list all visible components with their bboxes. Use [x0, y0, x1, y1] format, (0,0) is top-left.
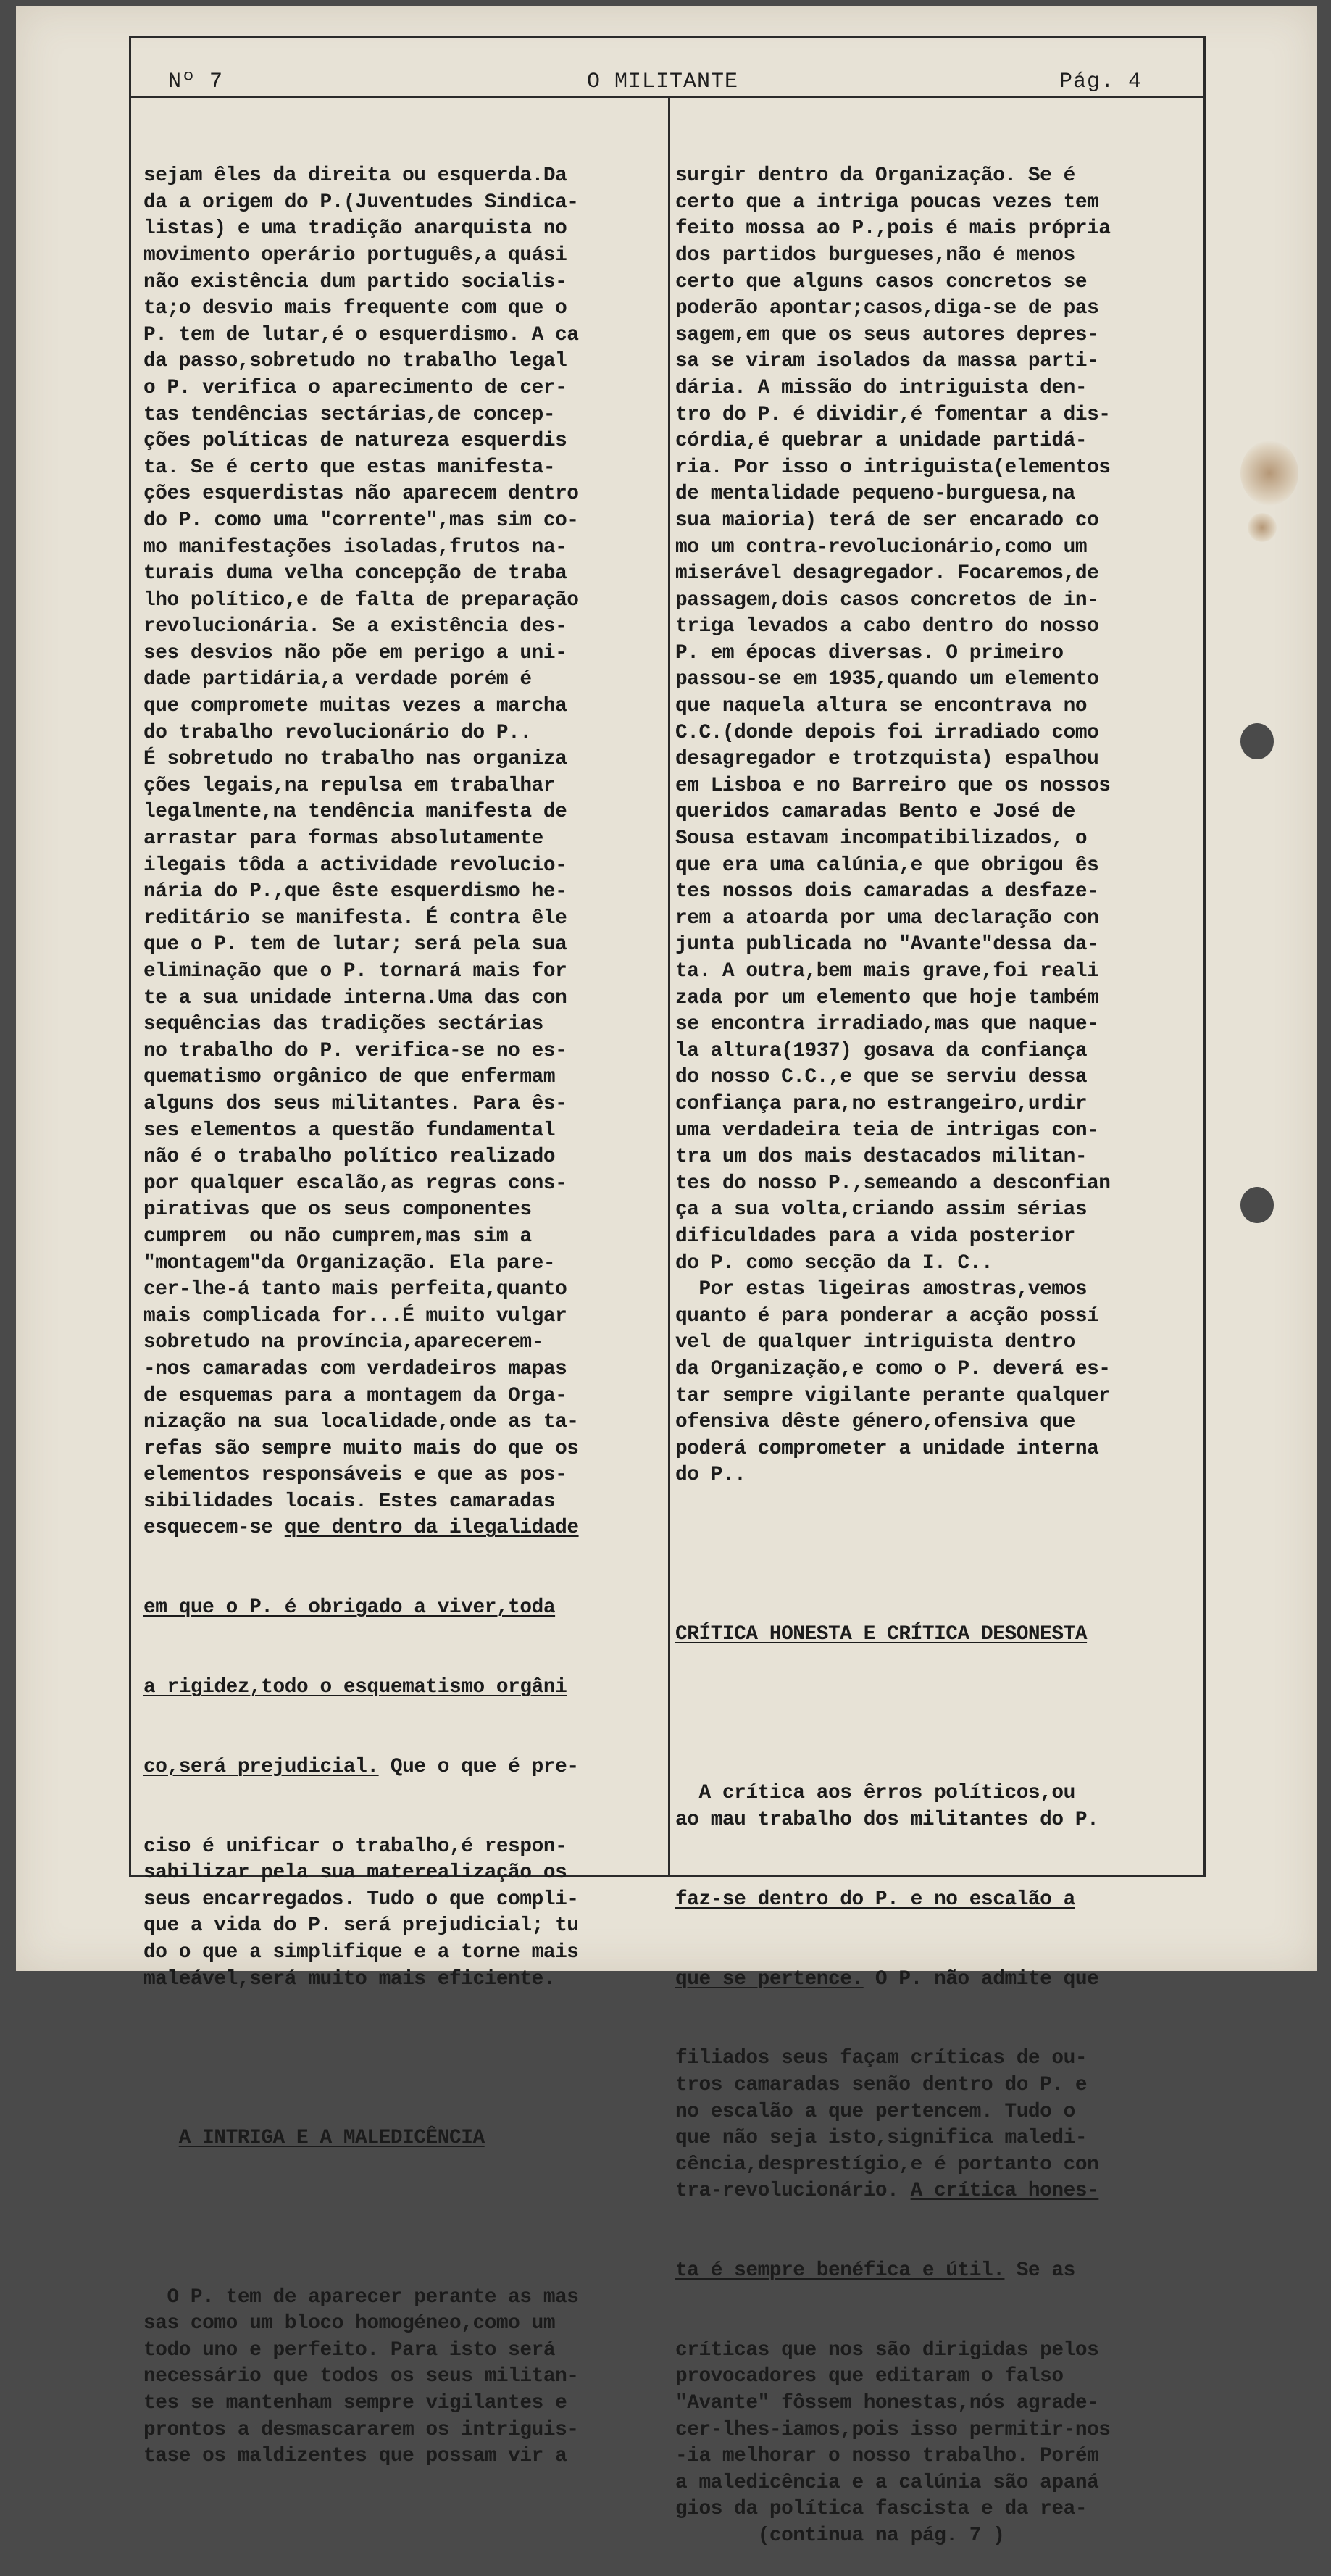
- column-divider: [668, 98, 670, 1875]
- text-line: arrastar para formas absolutamente: [143, 828, 543, 851]
- underlined-text: em que o P. é obrigado a viver,toda: [143, 1596, 556, 1620]
- text-line: sua maioria) terá de ser encarado co: [675, 509, 1099, 532]
- underlined-text: que se pertence.: [675, 1967, 864, 1991]
- text-line: [675, 2178, 1203, 2205]
- text-line: a maledicência e a calúnia são apaná: [675, 2471, 1099, 2494]
- text-line: sagem,em que os seus autores depres-: [675, 323, 1099, 346]
- text-line: córdia,é quebrar a unidade partidá-: [675, 430, 1088, 453]
- text-line: que naquela altura se encontrava no: [675, 695, 1088, 718]
- right-column-body: [675, 163, 1203, 1489]
- text-line: quematismo orgânico de que enfermam: [143, 1066, 556, 1089]
- underlined-text: a rigidez,todo o esquematismo orgâni: [143, 1676, 567, 1699]
- text-line: ilegais tôda a actividade revolucio-: [143, 854, 567, 877]
- text-line: se encontra irradiado,mas que naque-: [675, 1013, 1099, 1036]
- left-column: [143, 110, 665, 2496]
- text-line: [143, 1675, 665, 1701]
- text-fragment: O P. não admite que: [863, 1967, 1099, 1991]
- text-fragment: Que o que é pre-: [378, 1755, 579, 1778]
- text-line: alguns dos seus militantes. Para ês-: [143, 1092, 567, 1115]
- text-line: críticas que nos são dirigidas pelos: [675, 2338, 1099, 2362]
- text-line: do P..: [675, 1464, 746, 1487]
- text-line: pirativas que os seus componentes: [143, 1199, 532, 1222]
- text-line: miserável desagregador. Focaremos,de: [675, 562, 1099, 585]
- text-line: cumprem ou não cumprem,mas sim a: [143, 1225, 532, 1248]
- text-line: Por estas ligeiras amostras,vemos: [675, 1278, 1088, 1301]
- text-line: tas tendências sectárias,de concep-: [143, 403, 556, 426]
- text-line: reditário se manifesta. É contra êle: [143, 906, 567, 930]
- text-line: [143, 1515, 665, 1542]
- text-line: tase os maldizentes que possam vir a: [143, 2445, 567, 2468]
- text-line: turais duma velha concepção de traba: [143, 562, 567, 585]
- text-line: lho político,e de falta de preparação: [143, 588, 579, 612]
- text-line: feito mossa ao P.,pois é mais própria: [675, 217, 1111, 241]
- text-line: A crítica aos êrros políticos,ou: [675, 1782, 1075, 1805]
- underlined-text: co,será prejudicial.: [143, 1755, 379, 1778]
- text-line: [675, 2125, 1203, 2152]
- text-line: tra um dos mais destacados militan-: [675, 1146, 1088, 1169]
- text-line: certo que alguns casos concretos se: [675, 270, 1088, 293]
- text-line: dos partidos burgueses,não é menos: [675, 243, 1075, 267]
- text-line: dade partidária,a verdade porém é: [143, 668, 532, 691]
- text-line: surgir dentro da Organização. Se é: [675, 164, 1075, 188]
- text-line: legalmente,na tendência manifesta de: [143, 801, 567, 824]
- text-line: la altura(1937) gosava da confiança: [675, 1039, 1088, 1062]
- text-line: -ia melhorar o nosso trabalho. Porém: [675, 2445, 1099, 2468]
- section-heading-intriga: [143, 2125, 665, 2152]
- text-line: maleável,será muito mais eficiente.: [143, 1967, 556, 1991]
- text-line: cer-lhes-iamos,pois isso permitir-nos: [675, 2418, 1111, 2441]
- section-heading-critica: [675, 1622, 1203, 1648]
- text-line: rem a atoarda por uma declaração con: [675, 906, 1099, 930]
- text-line: P. em épocas diversas. O primeiro: [675, 641, 1064, 664]
- text-line: o P. verifica o aparecimento de cer-: [143, 376, 567, 399]
- stain: [1248, 513, 1277, 542]
- text-line: [143, 1754, 665, 1781]
- text-line: prontos a desmascararem os intriguis-: [143, 2418, 579, 2441]
- text-line: que compromete muitas vezes a marcha: [143, 695, 567, 718]
- text-line: por qualquer escalão,as regras cons-: [143, 1172, 567, 1195]
- text-line: cer-lhe-á tanto mais perfeita,quanto: [143, 1278, 567, 1301]
- text-line: do P. como secção da I. C..: [675, 1251, 993, 1275]
- text-line: sas como um bloco homogéneo,como um: [143, 2312, 556, 2335]
- text-line: junta publicada no "Avante"dessa da-: [675, 933, 1099, 956]
- text-line: sabilizar pela sua materealização os: [143, 1862, 567, 1885]
- text-line: desagregador e trotzquista) espalhou: [675, 748, 1099, 771]
- text-line: eliminação que o P. tornará mais for: [143, 960, 567, 983]
- issue-number: Nº 7: [168, 70, 224, 94]
- text-line: C.C.(donde depois foi irradiado como: [675, 721, 1099, 744]
- text-line: P. tem de lutar,é o esquerdismo. A ca: [143, 323, 579, 346]
- text-line: ses elementos a questão fundamental: [143, 1119, 556, 1142]
- text-line: É sobretudo no trabalho nas organiza: [143, 748, 567, 771]
- text-line: mais complicada for...É muito vulgar: [143, 1304, 567, 1327]
- text-fragment: filiados seus façam críticas de ou-: [675, 2047, 1088, 2070]
- text-line: do trabalho revolucionário do P..: [143, 721, 532, 744]
- text-line: vel de qualquer intriguista dentro: [675, 1331, 1075, 1354]
- spacer: [675, 1701, 1203, 1728]
- text-line: passou-se em 1935,quando um elemento: [675, 668, 1099, 691]
- text-line: O P. tem de aparecer perante as mas: [143, 2285, 579, 2309]
- spacer: [143, 2205, 665, 2232]
- right-column: [675, 110, 1203, 2576]
- text-line: te a sua unidade interna.Uma das con: [143, 986, 567, 1009]
- text-line: [675, 2258, 1203, 2285]
- text-line: [675, 1967, 1203, 1993]
- text-line: da a origem do P.(Juventudes Sindica-: [143, 191, 579, 214]
- text-line: elementos responsáveis e que as pos-: [143, 1464, 567, 1487]
- text-line: da Organização,e como o P. deverá es-: [675, 1357, 1111, 1380]
- text-line: tes nossos dois camaradas a desfaze-: [675, 880, 1099, 904]
- text-line: ta. A outra,bem mais grave,foi reali: [675, 960, 1099, 983]
- text-line: queridos camaradas Bento e José de: [675, 801, 1075, 824]
- text-line: dificuldades para a vida posterior: [675, 1225, 1075, 1248]
- text-line: quanto é para ponderar a acção possí: [675, 1304, 1099, 1327]
- text-line: listas) e uma tradição anarquista no: [143, 217, 567, 241]
- text-line: [675, 2099, 1203, 2126]
- text-fragment: tros camaradas senão dentro do P. e: [675, 2073, 1088, 2096]
- text-line: todo uno e perfeito. Para isto será: [143, 2338, 556, 2362]
- text-line: do P. como uma "corrente",mas sim co-: [143, 509, 579, 532]
- spacer: [675, 1542, 1203, 1569]
- spacer: [143, 2046, 665, 2072]
- text-line: ta. Se é certo que estas manifesta-: [143, 456, 556, 479]
- text-line: ta;o desvio mais frequente com que o: [143, 297, 567, 320]
- text-line: tro do P. é dividir,é fomentar a dis-: [675, 403, 1111, 426]
- text-line: poderá comprometer a unidade interna: [675, 1437, 1099, 1460]
- critica-section-body-end: [675, 2338, 1203, 2550]
- left-column-body: [143, 163, 665, 1542]
- text-line: ria. Por isso o intriguista(elementos: [675, 456, 1111, 479]
- left-column-body-continued: [143, 1834, 665, 1993]
- text-line: ses desvios não põe em perigo a uni-: [143, 641, 567, 664]
- underlined-text: ta é sempre benéfica e útil.: [675, 2259, 1005, 2283]
- text-fragment: no escalão a que pertencem. Tudo o: [675, 2100, 1075, 2123]
- text-line: ções políticas de natureza esquerdis: [143, 430, 567, 453]
- text-line: de mentalidade pequeno-burguesa,na: [675, 483, 1075, 506]
- text-line: nária do P.,que êste esquerdismo he-: [143, 880, 567, 904]
- text-line: no trabalho do P. verifica-se no es-: [143, 1039, 567, 1062]
- text-line: passagem,dois casos concretos de in-: [675, 588, 1099, 612]
- text-fragment: cência,desprestígio,e é portanto con: [675, 2153, 1099, 2176]
- text-line: confiança para,no estrangeiro,urdir: [675, 1092, 1088, 1115]
- underlined-text: A crítica hones-: [910, 2180, 1099, 2203]
- text-line: que era uma calúnia,e que obrigou ês: [675, 854, 1099, 877]
- text-fragment: tra-revolucionário.: [675, 2180, 911, 2203]
- text-line: "montagem"da Organização. Ela pare-: [143, 1251, 556, 1275]
- text-line: ao mau trabalho dos militantes do P.: [675, 1809, 1099, 1831]
- underlined-text: que dentro da ilegalidade: [284, 1517, 579, 1540]
- text-line: Sousa estavam incompatibilizados, o: [675, 828, 1088, 851]
- text-line: refas são sempre muito mais do que os: [143, 1437, 579, 1460]
- text-line: tes do nosso P.,semeando a desconfian: [675, 1172, 1111, 1195]
- text-line: de esquemas para a montagem da Orga-: [143, 1384, 567, 1407]
- text-line: tes se mantenham sempre vigilantes e: [143, 2392, 567, 2415]
- text-line: necessário que todos os seus militan-: [143, 2365, 579, 2388]
- text-line: não existência dum partido socialis-: [143, 270, 567, 293]
- critica-section-body: [675, 1780, 1203, 1833]
- text-line: ções legais,na repulsa em trabalhar: [143, 774, 556, 797]
- text-line: poderão apontar;casos,diga-se de pas: [675, 297, 1099, 320]
- text-line: triga levados a cabo dentro do nosso: [675, 615, 1099, 638]
- text-fragment: que não seja isto,significa maledi-: [675, 2127, 1088, 2150]
- text-line: ça a sua volta,criando assim sérias: [675, 1199, 1088, 1222]
- text-line: ofensiva dêste género,ofensiva que: [675, 1411, 1075, 1434]
- text-fragment: Se as: [1004, 2259, 1075, 2283]
- text-line: do o que a simplifique e a torne mais: [143, 1941, 579, 1964]
- text-line: da passo,sobretudo no trabalho legal: [143, 350, 567, 373]
- page-number: Pág. 4: [1059, 70, 1143, 94]
- text-line: seus encarregados. Tudo o que compli-: [143, 1888, 579, 1911]
- text-line: que o P. tem de lutar; será pela sua: [143, 933, 567, 956]
- text-line: [675, 2152, 1203, 2179]
- text-line: zada por um elemento que hoje também: [675, 986, 1099, 1009]
- section-heading-text: CRÍTICA HONESTA E CRÍTICA DESONESTA: [675, 1622, 1088, 1646]
- text-line: -nos camaradas com verdadeiros mapas: [143, 1357, 567, 1380]
- section-heading-text: A INTRIGA E A MALEDICÊNCIA: [178, 2127, 485, 2150]
- text-line: sa se viram isolados da massa parti-: [675, 350, 1099, 373]
- text-line: sobretudo na província,aparecerem-: [143, 1331, 543, 1354]
- underlined-text: faz-se dentro do P. e no escalão a: [675, 1888, 1075, 1911]
- text-line: provocadores que editaram o falso: [675, 2365, 1064, 2388]
- text-line: certo que a intriga poucas vezes tem: [675, 191, 1099, 214]
- text-line: ciso é unificar o trabalho,é respon-: [143, 1835, 567, 1858]
- text-line: revolucionária. Se a existência des-: [143, 615, 567, 638]
- text-line: gios da política fascista e da rea-: [675, 2498, 1088, 2521]
- text-line: tar sempre vigilante perante qualquer: [675, 1384, 1111, 1407]
- text-line: sequências das tradições sectárias: [143, 1013, 543, 1036]
- text-line: que a vida do P. será prejudicial; tu: [143, 1914, 579, 1938]
- text-fragment: esquecem-se: [143, 1517, 285, 1540]
- text-line: sibilidades locais. Estes camaradas: [143, 1490, 556, 1513]
- publication-title: O MILITANTE: [587, 70, 739, 94]
- stain: [1240, 441, 1298, 506]
- critica-section-body-mid: [675, 2046, 1203, 2205]
- text-line: do nosso C.C.,e que se serviu dessa: [675, 1066, 1088, 1089]
- text-line: uma verdadeira teia de intrigas con-: [675, 1119, 1099, 1142]
- text-line: [675, 1887, 1203, 1914]
- text-line: em Lisboa e no Barreiro que os nossos: [675, 774, 1111, 797]
- text-line: nização na sua localidade,onde as ta-: [143, 1411, 579, 1434]
- text-line: ções esquerdistas não aparecem dentro: [143, 483, 579, 506]
- punch-hole: [1240, 723, 1274, 759]
- text-line: não é o trabalho político realizado: [143, 1146, 556, 1169]
- header-rule: [129, 96, 1206, 98]
- text-line: "Avante" fôssem honestas,nós agrade-: [675, 2392, 1099, 2415]
- text-line: movimento operário português,a quási: [143, 243, 567, 267]
- text-line: mo manifestações isoladas,frutos na-: [143, 535, 567, 559]
- text-line: [675, 2072, 1203, 2099]
- text-line: dária. A missão do intriguista den-: [675, 376, 1088, 399]
- text-line: sejam êles da direita ou esquerda.Da: [143, 164, 567, 188]
- punch-hole: [1240, 1187, 1274, 1223]
- text-line: [143, 1595, 665, 1622]
- intriga-section-body: [143, 2285, 665, 2470]
- text-line: [675, 2046, 1203, 2072]
- text-line: (continua na pág. 7 ): [675, 2525, 1005, 2548]
- text-line: mo um contra-revolucionário,como um: [675, 535, 1088, 559]
